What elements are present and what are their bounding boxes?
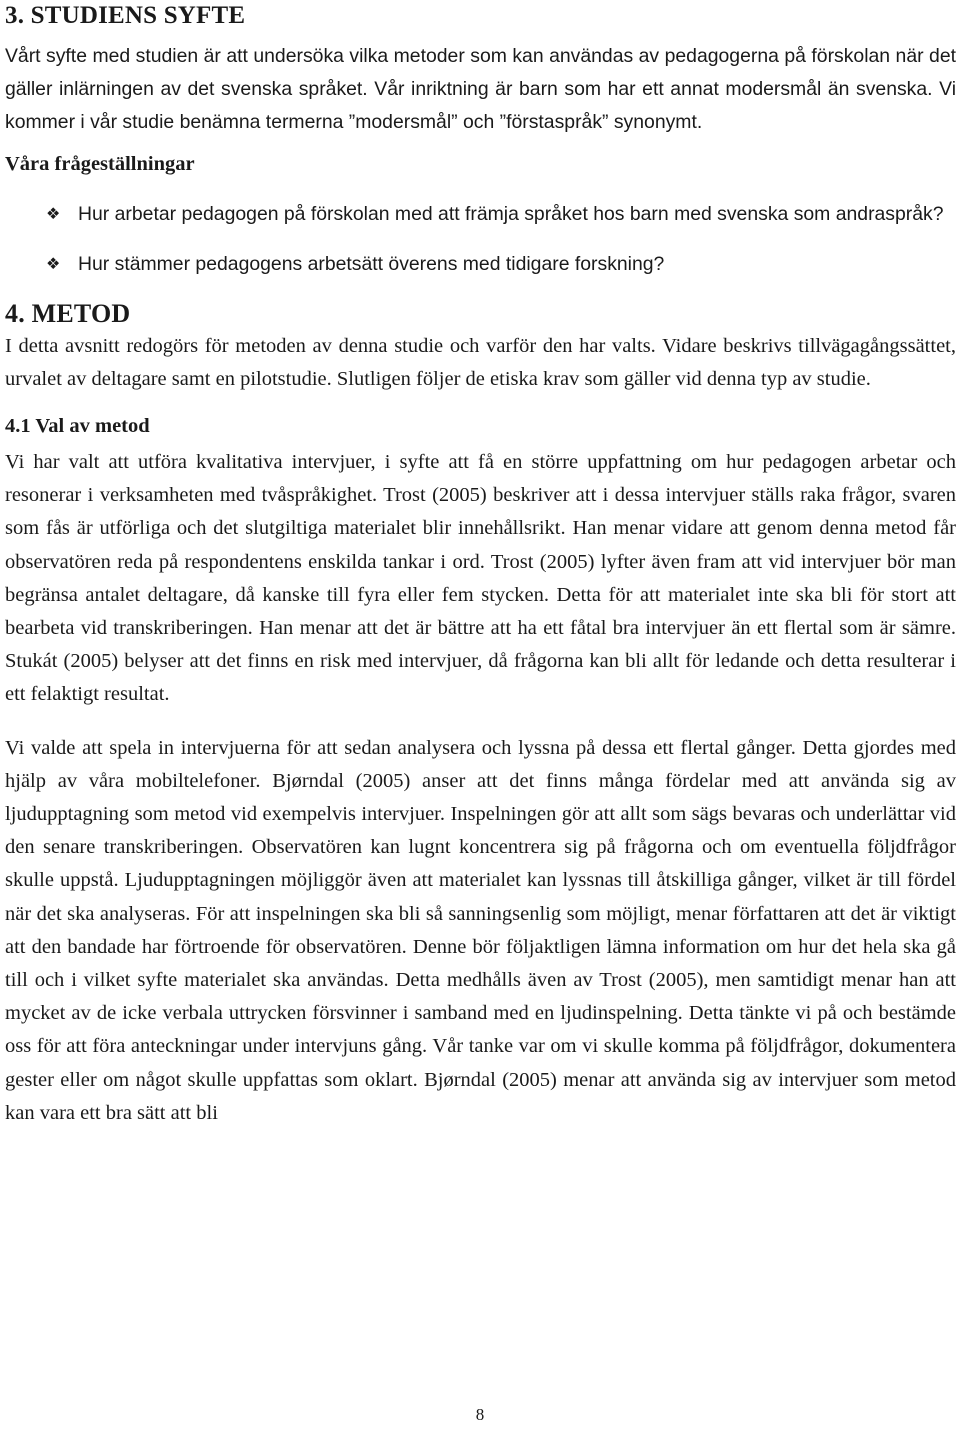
method-choice-paragraph: Vi har valt att utföra kvalitativa intervjuer, i syfte att få en större uppfattning om hur pedagogen arbetar och resonerar i verksamheten med tvåspråkighet. Trost (2005) beskriver att i dessa intervjuer ställs raka frågor, svaren som fås är utförliga och det slutgiltiga materialet blir innehållsrikt. Han menar vidare att genom denna metod får observatören reda på respondentens enskilda tankar i ord. Trost (2005) lyfter även fram att vid intervjuer bör man begränsa antalet deltagare, då kanske till fyra eller fem stycken. Detta för att materialet inte ska bli för stort att bearbeta vid transkriberingen. Han menar att det är bättre att ha ett fåtal bra intervjuer än ett flertal som är sämre. Stukát (2005) belyser att det finns en risk med intervjuer, då frågorna kan bli allt för ledande och detta resulterar i ett felaktigt resultat. (5, 451, 956, 706)
section-heading-studiens-syfte: 3. STUDIENS SYFTE (5, 2, 246, 29)
section-heading-metod: 4. METOD (5, 298, 131, 328)
subsection-heading-val-av-metod: 4.1 Val av metod (5, 415, 150, 438)
diamond-star-bullet-icon: ❖ (46, 203, 61, 223)
research-questions-list (5, 198, 956, 280)
document-page (5, 0, 956, 1130)
page-number: 8 (475, 1405, 485, 1424)
question-text: Hur stämmer pedagogens arbetsätt överens med tidigare forskning? (78, 252, 665, 275)
list-item (5, 248, 956, 280)
diamond-star-bullet-icon: ❖ (46, 253, 61, 273)
research-questions-heading: Våra frågeställningar (5, 152, 195, 175)
purpose-paragraph: Vårt syfte med studien är att undersöka vilka metoder som kan användas av pedagogerna på förskolan när det gäller inlärningen av det svenska språket. Vår inriktning är barn som har ett annat modersmål än svenska. Vi kommer i vår studie benämna termerna ”modersmål” och ”förstaspråk” synonymt. (5, 45, 956, 134)
list-item (5, 198, 956, 230)
method-intro-paragraph: I detta avsnitt redogörs för metoden av denna studie och varför den har valts. Vidare beskrivs tillvägagångssättet, urvalet av deltagare samt en pilotstudie. Slutligen följer de etiska krav som gäller vid denna typ av studie. (5, 334, 956, 390)
question-text: Hur arbetar pedagogen på förskolan med att främja språket hos barn med svenska som andraspråk? (78, 202, 944, 225)
recording-paragraph: Vi valde att spela in intervjuerna för att sedan analysera och lyssna på dessa ett flertal gånger. Detta gjordes med hjälp av våra mobiltelefoner. Bjørndal (2005) anser att det finns många fördelar med att använda sig av ljudupptagning som metod vid exempelvis intervjuer. Inspelningen gör att allt som sägs bevaras och underlättar vid den senare transkriberingen. Observatören kan lugnt koncentrera sig på frågorna och om eventuella följdfrågor skulle uppstå. Ljudupptagningen möjliggör även att materialet kan lyssnas till åtskilliga gånger, vilket är till fördel när det ska analyseras. För att inspelningen ska bli så sanningsenlig som möjligt, menar författaren att det är viktigt att den bandade har förtroende för observatören. Denne bör följaktligen lämna information om hur det hela ska gå till och i vilket syfte materialet ska användas. Detta medhålls även av Trost (2005), men samtidigt menar han att mycket av de icke verbala uttrycken försvinner i samband med en ljudinspelning. Detta tänkte vi på och bestämde oss för att föra anteckningar under intervjuns gång. Vår tanke var om vi skulle komma på följdfrågor, dokumentera gester eller om något skulle uppfattas som oklart. Bjørndal (2005) menar att använda sig av intervjuer som metod kan vara ett bra sätt att bli (5, 736, 956, 1124)
